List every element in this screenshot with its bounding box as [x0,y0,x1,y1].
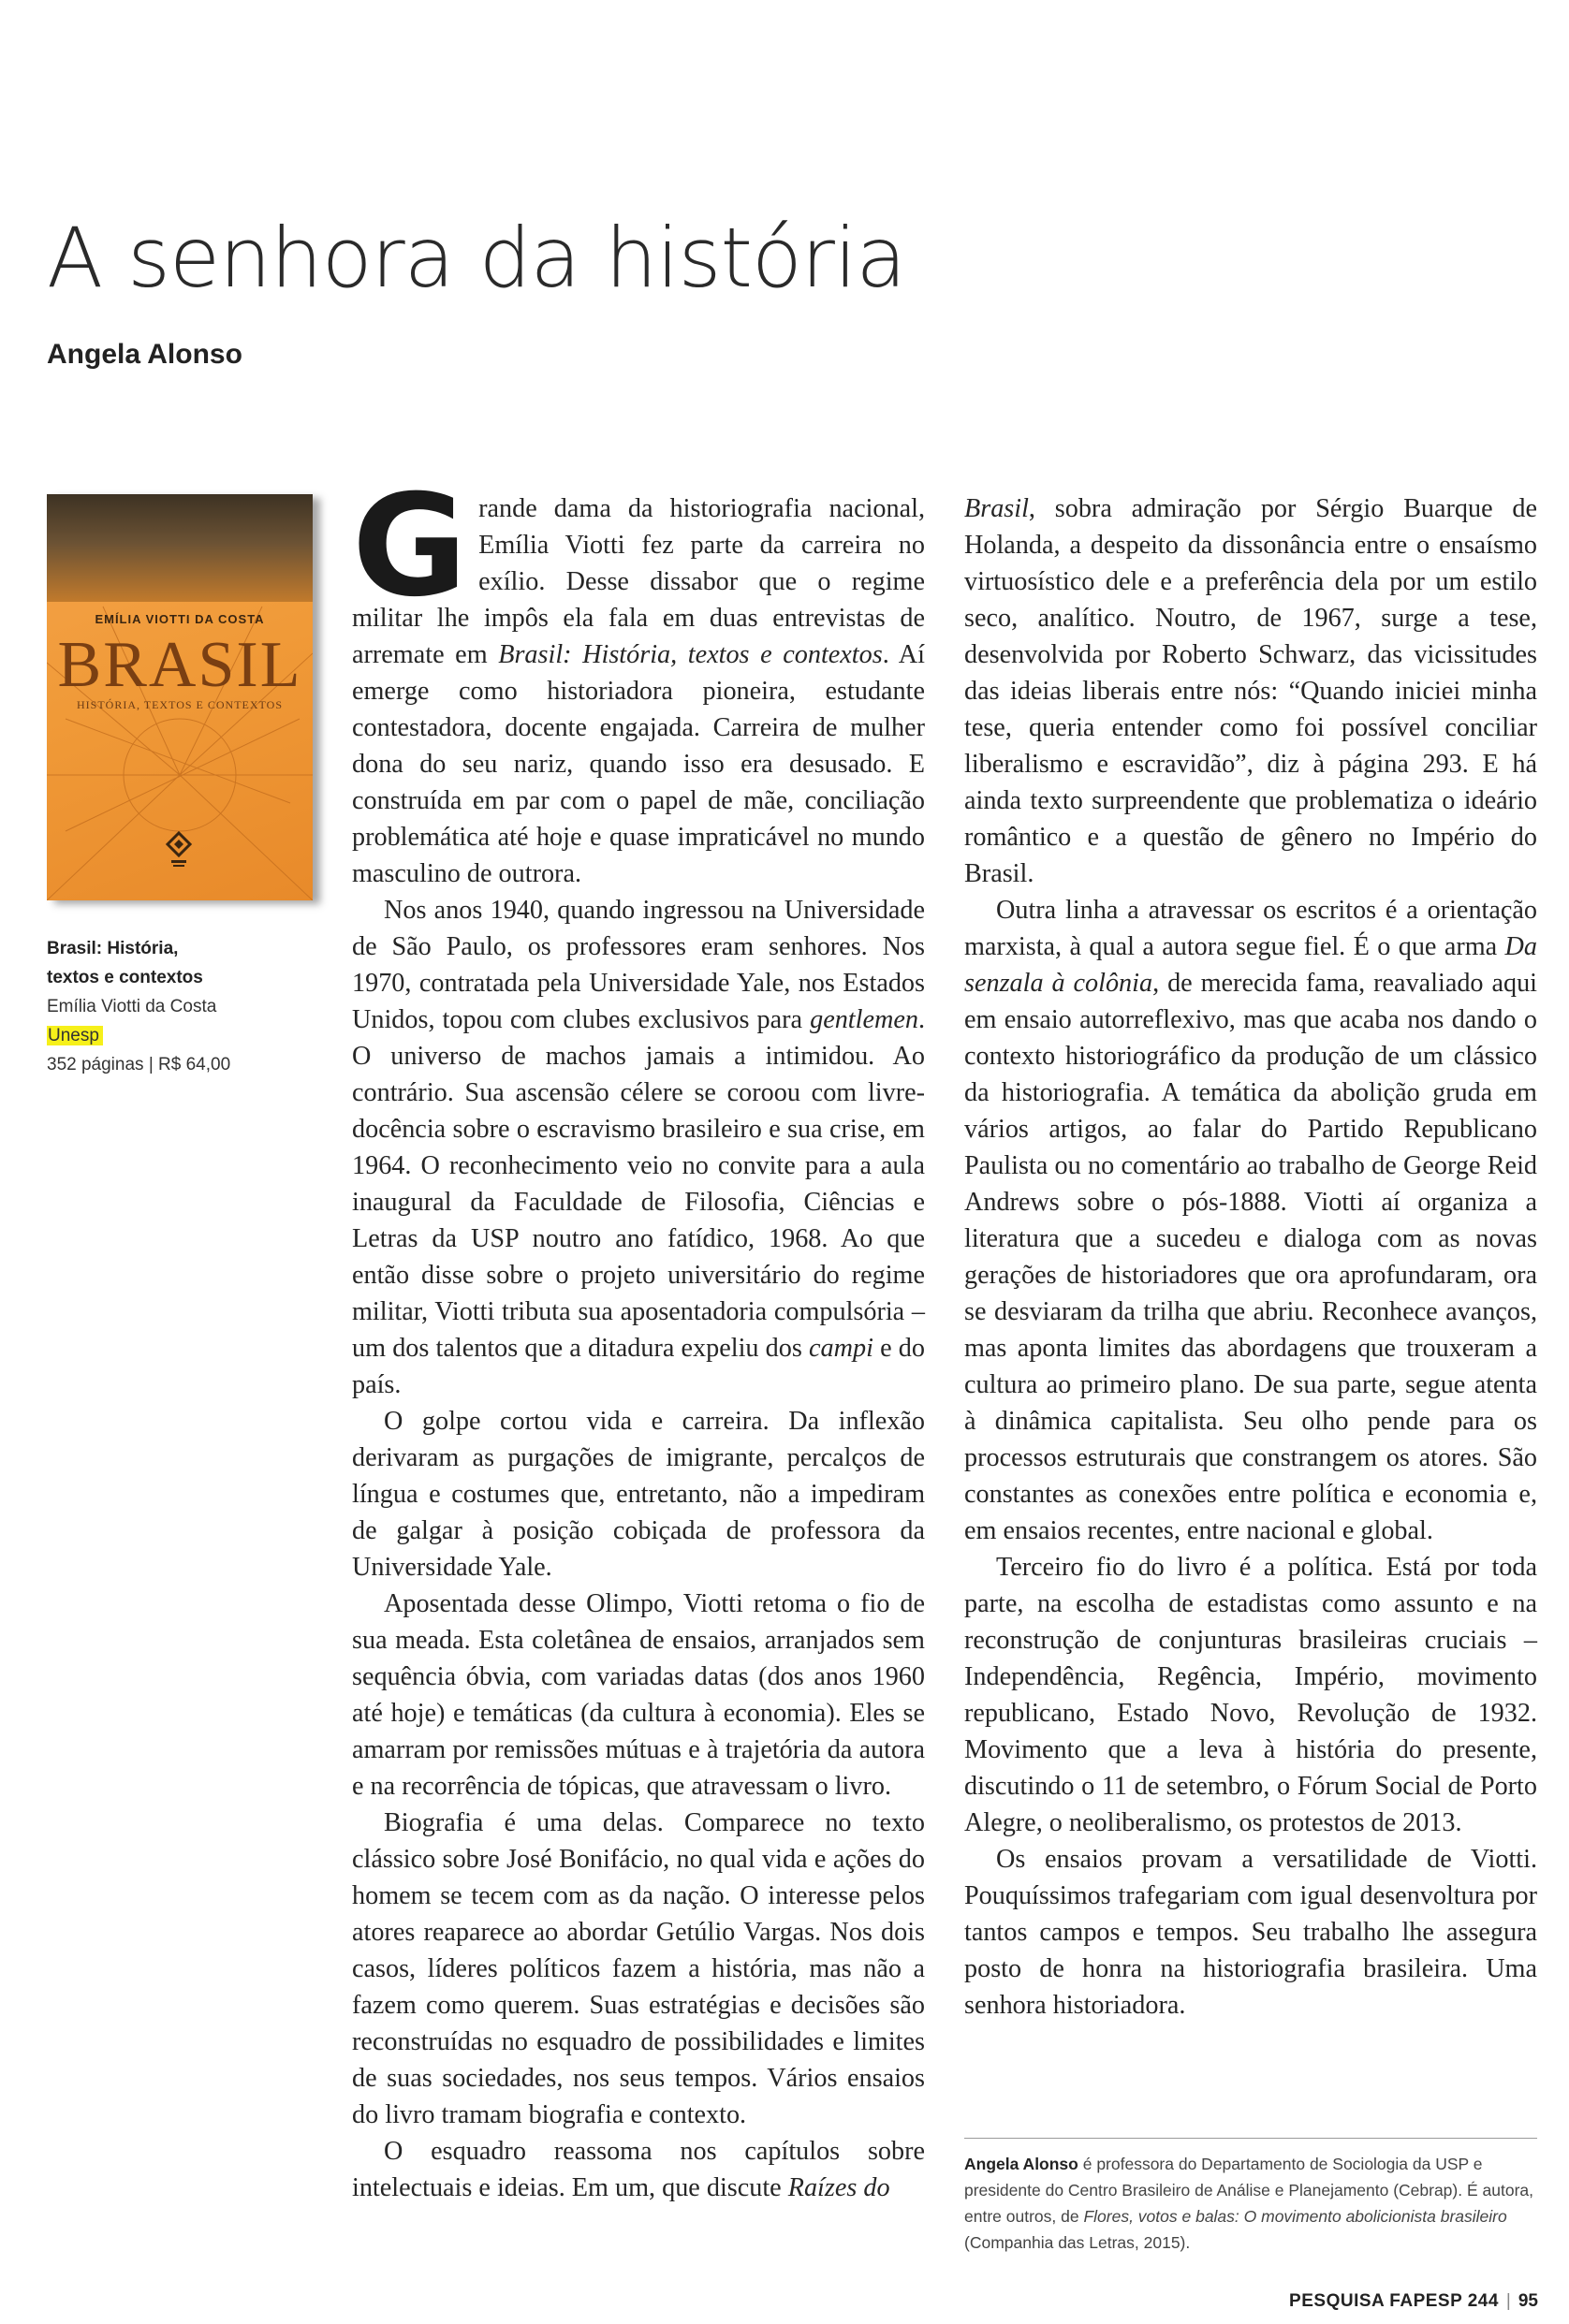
article-column-1 [352,465,925,2206]
bio-book-title: Flores, votos e balas: O movimento abolicionista brasileiro [1083,2207,1507,2226]
author-bio: Angela Alonso é professora do Departamento de Sociologia da USP e presidente do Centro Brasileiro de Análise e Planejamento (Cebrap). É autora, entre outros, de Flores, votos e balas: O movimento abolicionista brasileiro (Companhia das Letras, 2015). [964,2155,1533,2252]
cover-title: BRASIL [57,629,302,701]
drop-cap: G [352,465,468,628]
paragraph-2: Nos anos 1940, quando ingressou na Universidade de São Paulo, os professores eram senhores. Nos 1970, contratada pela Universidade Yale, nos Estados Unidos, topou com clubes exclusivos para gentlemen. O universo de machos jamais a intimidou. Ao contrário. Sua ascensão célere se coroou com livre-docência sobre o escravismo brasileiro e sua crise, em 1964. O reconhecimento veio no convite para a aula inaugural da Faculdade de Filosofia, Ciências e Letras da USP noutro ano fatídico, 1968. Ao que então disse sobre o projeto universitário do regime militar, Viotti tributa sua aposentadoria compulsória – um dos talentos que a ditadura expeliu dos campi e do país. [352,896,925,1399]
unesp-logo-icon [164,831,194,869]
caption-publisher-highlighted: Unesp [47,1026,103,1045]
paragraph-9: Os ensaios provam a versatilidade de Viotti. Pouquíssimos trafegariam com igual desenvoltura por tantos campos e tempos. Seu trabalho lhe assegura posto de honra na historiografia brasileira. Uma senhora historiadora. [964,1845,1537,2020]
page-footer [1289,2291,1538,2312]
paragraph-6: O esquadro reassoma nos capítulos sobre intelectuais e ideias. Em um, que discute Raízes do [352,2137,925,2202]
caption-book-title-line-1: Brasil: História, [47,939,179,958]
cover-subtitle: HISTÓRIA, TEXTOS E CONTEXTOS [76,698,283,711]
paragraph-3: O golpe cortou vida e carreira. Da inflexão derivaram as purgações de imigrante, percalços de língua e costumes que, entretanto, não a impediram de galgar à posição cobiçada de professora da Universidade Yale. [352,1407,925,1582]
bio-divider [964,2138,1537,2139]
paragraph-4: Aposentada desse Olimpo, Viotti retoma o fio de sua meada. Esta coletânea de ensaios, arranjados sem sequência óbvia, com variadas datas (dos anos 1960 até hoje) e temáticas (da cultura à economia). Eles se amarram por remissões mútuas e à trajetória da autora e na recorrência de tópicas, que atravessam o livro. [352,1589,925,1801]
book-cover-image [47,494,313,900]
book-caption [47,934,318,1079]
caption-book-author: Emília Viotti da Costa [47,997,217,1016]
paragraph-6-continued: Brasil, sobra admiração por Sérgio Buarque de Holanda, a despeito da dissonância entre o ensaísmo virtuosístico dele e a preferência dela por um estilo seco, analítico. Noutro, de 1967, surge a tese, desenvolvida por Roberto Schwarz, das vicissitudes das ideias liberais entre nós: “Quando iniciei minha tese, queria entender como foi possível conciliar liberalismo e escravidão”, diz à página 293. E há ainda texto surpreendente que problematiza o ideário romântico e a questão de gênero no Império do Brasil. [964,494,1537,888]
page-number: 95 [1518,2291,1538,2311]
paragraph-8: Terceiro fio do livro é a política. Está por toda parte, na escolha de estadistas como assunto e na reconstrução de conjunturas brasileiras cruciais – Independência, Regência, Império, movimento republicano, Estado Novo, Revolução de 1932. Movimento que a leva à história do presente, discutindo o 11 de setembro, o Fórum Social de Porto Alegre, o neoliberalismo, os protestos de 2013. [964,1553,1537,1837]
article-column-2 [964,490,1537,2024]
caption-pages-price [47,1050,318,1079]
bio-author-name: Angela Alonso [964,2155,1078,2173]
caption-separator: | [148,1055,154,1074]
paragraph-5: Biografia é uma delas. Comparece no texto clássico sobre José Bonifácio, no qual vida e ações do homem se tecem com as da nação. O interesse pelos atores reaparece ao abordar Getúlio Vargas. Nos dois casos, líderes políticos fazem a história, mas não a fazem como querem. Suas estratégias e decisões são reconstruídas no esquadro de possibilidades e limites de suas sociedades, nos seus tempos. Vários ensaios do livro tramam biografia e contexto. [352,1808,925,2129]
caption-price: R$ 64,00 [158,1055,231,1074]
cover-author: EMÍLIA VIOTTI DA COSTA [95,612,265,626]
caption-pages: 352 páginas [47,1055,144,1074]
book-title-italic: Brasil: História, textos e contextos [498,640,883,669]
article-author: Angela Alonso [47,339,242,370]
article-title: A senhora da história [47,210,906,306]
paragraph-7: Outra linha a atravessar os escritos é a orientação marxista, à qual a autora segue fiel. É o que arma Da senzala à colônia, de merecida fama, reavaliado aqui em ensaio autorreflexivo, mas que acaba nos dando o contexto historiográfico da produção de um clássico da historiografia. A temática da abolição gruda em vários artigos, ao falar do Partido Republicano Paulista ou no comentário ao trabalho de George Reid Andrews sobre o pós-1888. Viotti aí organiza a literatura que a sucedeu e dialoga com as novas gerações de historiadores que ora aprofundaram, ora se desviaram da trilha que abriu. Reconhece avanços, mas aponta limites das abordagens que trouxeram a cultura ao primeiro plano. De sua parte, segue atenta à dinâmica capitalista. Seu olho pende para os processos estruturais que constrangem os atores. São constantes as conexões entre política e economia e, em ensaios recentes, entre nacional e global. [964,896,1537,1545]
footer-separator: | [1505,2291,1511,2311]
caption-book-title-line-2: textos e contextos [47,968,203,987]
paragraph-1: Grande dama da historiografia nacional, Emília Viotti fez parte da carreira no exílio. Desse dissabor que o regime militar lhe impôs ela fala em duas entrevistas de arremate em Brasil: História, textos e contextos. Aí emerge como historiadora pioneira, estudante contestadora, docente engajada. Carreira de mulher dona do seu nariz, quando isso era desusado. E construída em par com o papel de mãe, conciliação problemática até hoje e quase impraticável no mundo masculino de outrora. [352,465,925,888]
footer-publication: PESQUISA FAPESP 244 [1289,2291,1499,2311]
